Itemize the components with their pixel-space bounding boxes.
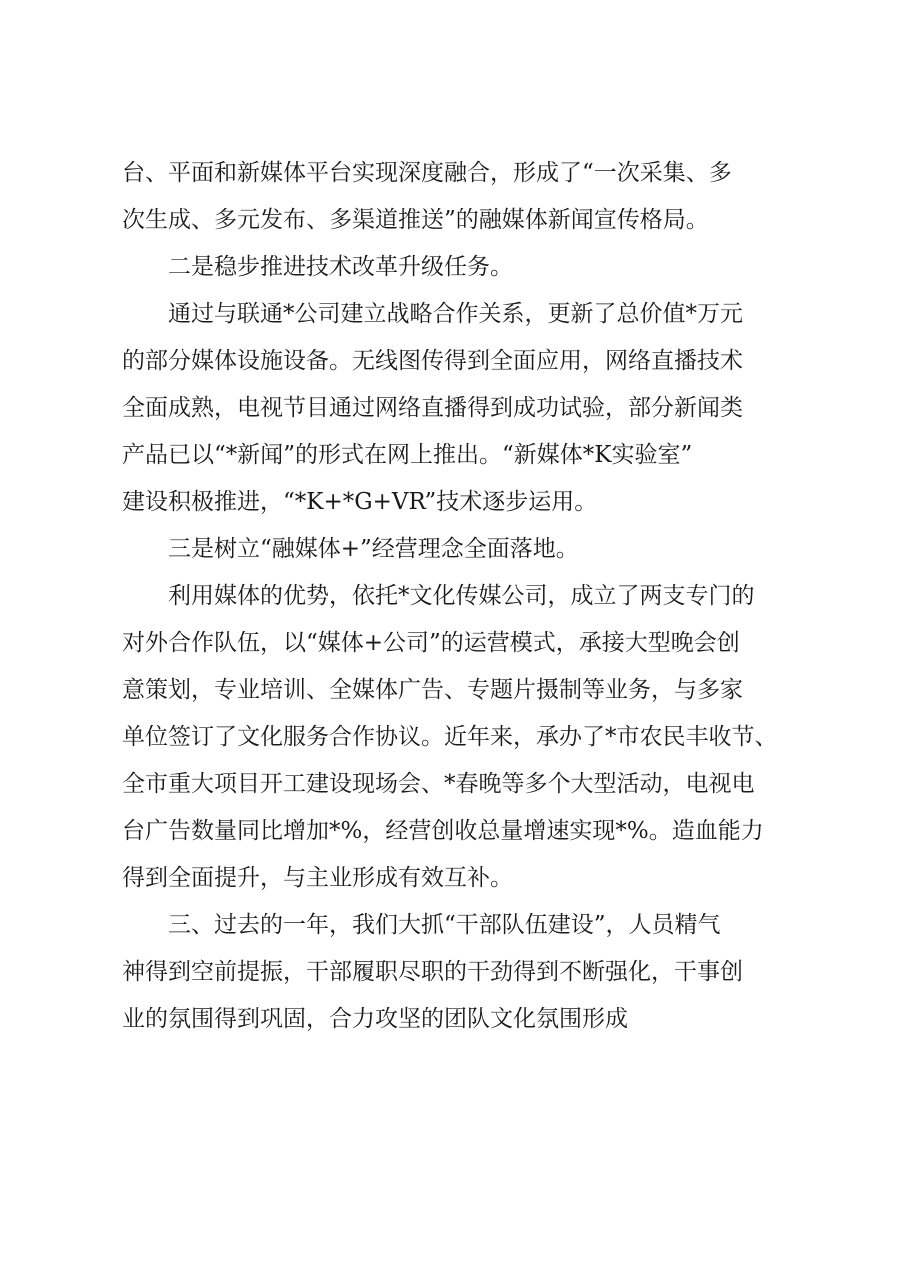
text-line: 业的氛围得到巩固，合力攻坚的团队文化氛围形成	[122, 1006, 628, 1032]
section-heading: 三是树立“融媒体+”经营理念全面落地。	[168, 536, 579, 562]
paragraph-start: 利用媒体的优势，依托*文化传媒公司，成立了两支专门的	[168, 583, 755, 609]
text-line: 的部分媒体设施设备。无线图传得到全面应用，网络直播技术	[122, 348, 743, 374]
paragraph-start: 通过与联通*公司建立战略合作关系，更新了总价值*万元	[168, 301, 743, 327]
text-line: 得到全面提升，与主业形成有效互补。	[122, 865, 513, 891]
text-line: 全市重大项目开工建设现场会、*春晚等多个大型活动，电视电	[122, 771, 755, 797]
text-line: 台、平面和新媒体平台实现深度融合，形成了“一次采集、多	[122, 160, 732, 186]
text-line: 台广告数量同比增加*%，经营创收总量增速实现*%。造血能力	[122, 818, 764, 844]
text-line: 单位签订了文化服务合作协议。近年来，承办了*市农民丰收节、	[122, 724, 778, 750]
text-line: 次生成、多元发布、多渠道推送”的融媒体新闻宣传格局。	[122, 207, 709, 233]
text-line: 对外合作队伍，以“媒体+公司”的运营模式，承接大型晚会创	[122, 630, 740, 656]
text-line: 神得到空前提振，干部履职尽职的干劲得到不断强化，干事创	[122, 959, 743, 985]
text-line: 建设积极推进，“*K+*G+VR”技术逐步运用。	[122, 489, 598, 515]
section-heading: 二是稳步推进技术改革升级任务。	[168, 254, 513, 280]
paragraph-start: 三、过去的一年，我们大抓“干部队伍建设”，人员精气	[168, 912, 721, 938]
text-line: 产品已以“*新闻”的形式在网上推出。“新媒体*K实验室”	[122, 442, 693, 468]
text-line: 意策划，专业培训、全媒体广告、专题片摄制等业务，与多家	[122, 677, 743, 703]
text-line: 全面成熟，电视节目通过网络直播得到成功试验，部分新闻类	[122, 395, 743, 421]
